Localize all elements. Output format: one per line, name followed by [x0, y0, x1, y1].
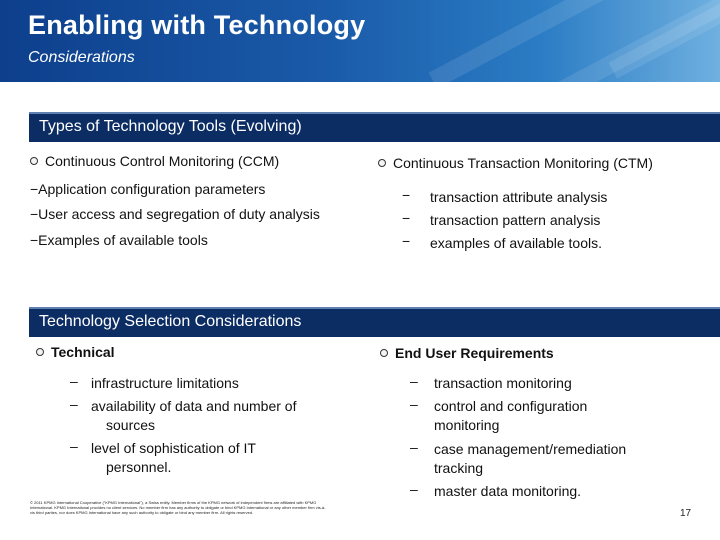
bullet-dot-icon [30, 157, 38, 165]
slide-subtitle: Considerations [28, 49, 135, 66]
dash-marker: − [402, 210, 411, 226]
slide-header [0, 0, 720, 82]
bullet-dot-icon [36, 348, 44, 356]
copyright-footer: © 2011 KPMG International Cooperative ("KPMG International"), a Swiss entity. Member firms of the KPMG network of independent firms are affiliated with KPMG International. KPMG International provides no client services. No member firm has any authority to obligate or bind KPMG International or any other member firm vis-à-vis third parties, nor does KPMG International have any such authority to obligate or bind any member firm. All rights reserved. [30, 500, 326, 515]
bullet-dot-icon [380, 349, 388, 357]
slide-title: Enabling with Technology [28, 10, 366, 40]
bullet-ctm [378, 155, 653, 171]
end-user-item-text: monitoring [434, 417, 500, 433]
bullet-technical-label: Technical [51, 344, 115, 360]
bullet-technical [36, 344, 115, 360]
dash-marker: − [402, 233, 411, 249]
dash-marker: – [70, 438, 78, 454]
ctm-item-text: transaction attribute analysis [430, 189, 608, 205]
page-number: 17 [680, 508, 692, 519]
dash-marker: – [410, 373, 418, 389]
technical-item-text: availability of data and number of [91, 398, 297, 414]
bullet-ccm-label: Continuous Control Monitoring (CCM) [45, 153, 280, 169]
bullet-ccm [30, 153, 279, 169]
end-user-item-text: case management/remediation [434, 441, 627, 457]
dash-marker: – [410, 439, 418, 455]
ccm-item: −Application configuration parameters [30, 181, 266, 197]
dash-marker: – [410, 481, 418, 497]
technical-item-text: level of sophistication of IT [91, 440, 256, 456]
bullet-end-user [380, 345, 554, 361]
end-user-item-text: tracking [434, 460, 484, 476]
section-heading-selection: Technology Selection Considerations [29, 307, 720, 337]
ctm-item-text: transaction pattern analysis [430, 212, 601, 228]
dash-marker: – [70, 396, 78, 412]
dash-marker: – [410, 396, 418, 412]
technical-item-text: sources [106, 417, 156, 433]
bullet-ctm-label: Continuous Transaction Monitoring (CTM) [393, 155, 653, 171]
ccm-item: −Examples of available tools [30, 232, 208, 248]
end-user-item-text: control and configuration [434, 398, 588, 414]
bullet-end-user-label: End User Requirements [395, 345, 554, 361]
technical-item-text: personnel. [106, 459, 172, 475]
technical-item-text: infrastructure limitations [91, 375, 239, 391]
ctm-item-text: examples of available tools. [430, 235, 602, 251]
bullet-dot-icon [378, 159, 386, 167]
dash-marker: – [70, 373, 78, 389]
decorative-stripe [609, 0, 720, 79]
end-user-item-text: transaction monitoring [434, 375, 572, 391]
section-heading-tool-types: Types of Technology Tools (Evolving) [29, 112, 720, 142]
dash-marker: − [402, 187, 411, 203]
end-user-item-text: master data monitoring. [434, 483, 582, 499]
ccm-item: −User access and segregation of duty analysis [30, 206, 320, 222]
